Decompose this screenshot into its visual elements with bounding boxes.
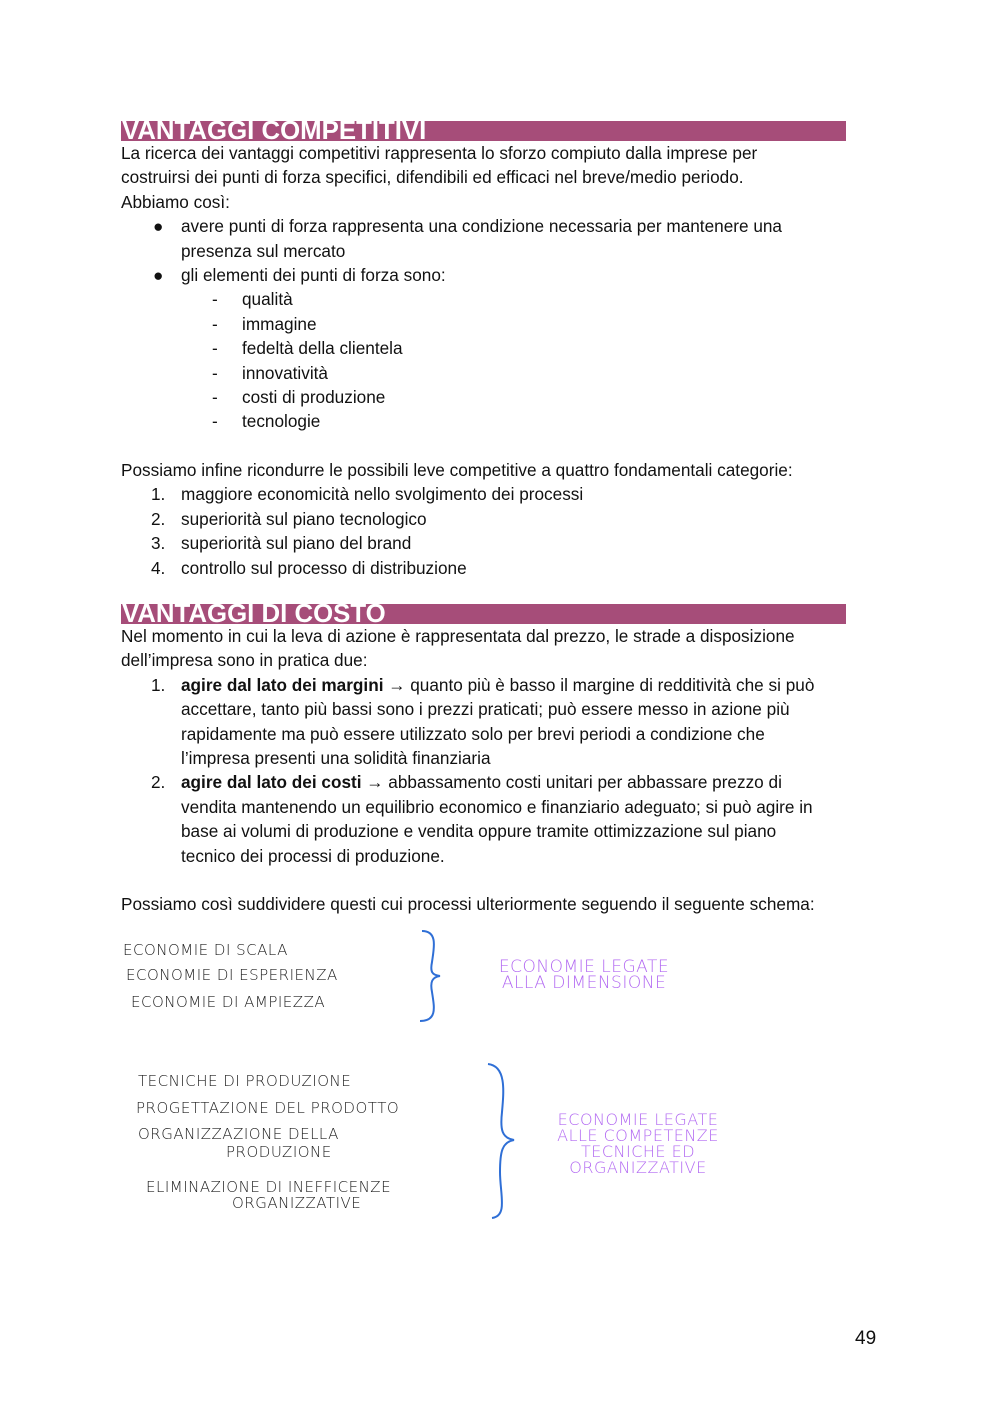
paragraph-line: Abbiamo così: [121,191,230,212]
handwritten-label: TECNICHE DI PRODUZIONE [138,1072,352,1090]
handwritten-label: ORGANIZZAZIONE DELLA [138,1125,339,1143]
list-item [121,214,861,263]
handwritten-result-line: TECNICHE ED [580,1142,696,1161]
list-item [121,287,861,311]
handwritten-result-line: ECONOMIE LEGATE [498,957,670,977]
list-item-line: avere punti di forza rappresenta una condizione necessaria per mantenere una [181,216,782,237]
list-item-text: → quanto più è basso il margine di redditività che si può [383,674,815,695]
handwritten-result [518,1112,758,1176]
numbered-list [121,482,861,580]
handwritten-label: ELIMINAZIONE DI INEFFICENZE [146,1178,392,1196]
sub-list [121,287,861,433]
list-item-line [181,770,861,794]
list-item-text: superiorità sul piano del brand [181,533,412,554]
handwritten-result [466,957,702,993]
dash-mark: - [212,411,218,432]
list-item [121,770,861,868]
paragraph-line: Possiamo così suddividere questi cui processi ulteriormente seguendo il seguente schema: [121,893,815,914]
list-item-line: l’impresa presenti una solidità finanziaria [181,747,491,768]
handwritten-result-line: ORGANIZZATIVE [569,1158,707,1177]
paragraph-line: Possiamo infine ricondurre le possibili leve competitive a quattro fondamentali categorie: [121,459,793,480]
section-title-vantaggi-competitivi: VANTAGGI COMPETITIVI [121,121,846,141]
list-item [121,263,861,287]
bold-term: agire dal lato dei margini [181,674,384,695]
list-item [121,312,861,336]
dash-mark: - [212,289,218,310]
handwritten-result-line: ECONOMIE LEGATE [557,1110,719,1129]
list-item [121,507,861,531]
dash-mark: - [212,362,218,383]
curly-brace-icon [482,1060,522,1222]
handwritten-result-line: ALLA DIMENSIONE [501,973,667,993]
list-item-text: immagine [242,313,317,334]
list-item-line [181,673,861,697]
number-mark: 4. [151,557,166,578]
list-item-line: tecnico dei processi di produzione. [181,845,445,866]
number-mark: 3. [151,533,166,554]
list-item [121,385,861,409]
numbered-list [121,673,861,868]
list-item-line: base ai volumi di produzione e vendita oppure tramite ottimizzazione sul piano [181,821,777,842]
list-item [121,556,861,580]
document-body [121,117,861,916]
handwritten-result-line: ALLE COMPETENZE [557,1126,719,1145]
bullet-mark: ● [153,265,164,286]
list-item-text: tecnologie [242,411,321,432]
dash-mark: - [212,313,218,334]
list-item-text: → abbassamento costi unitari per abbassare prezzo di [361,772,782,793]
section-title-vantaggi-di-costo: VANTAGGI DI COSTO [121,604,846,624]
number-mark: 2. [151,772,166,793]
list-item [121,531,861,555]
list-item-line: rapidamente ma può essere utilizzato solo per brevi periodi a condizione che [181,723,765,744]
handwritten-label: ORGANIZZATIVE [232,1194,362,1212]
paragraph-line: Nel momento in cui la leva di azione è rappresentata dal prezzo, le strade a disposizione [121,625,795,646]
handwritten-label: PROGETTAZIONE DEL PRODOTTO [136,1099,400,1117]
list-item-line: vendita mantenendo un equilibrio economico e finanziario adeguato; si può agire in [181,796,813,817]
list-item-text: maggiore economicità nello svolgimento dei processi [181,484,584,505]
list-item-text: superiorità sul piano tecnologico [181,508,427,529]
handwritten-label: PRODUZIONE [226,1143,332,1161]
bullet-list [121,214,861,287]
number-mark: 2. [151,508,166,529]
list-item [121,336,861,360]
bold-term: agire dal lato dei costi [181,772,362,793]
list-item-text: costi di produzione [242,387,386,408]
list-item [121,409,861,433]
list-item-text: controllo sul processo di distribuzione [181,557,467,578]
number-mark: 1. [151,674,166,695]
handwritten-label: ECONOMIE DI AMPIEZZA [131,993,326,1011]
paragraph-line: dell’impresa sono in pratica due: [121,650,368,671]
list-item-line: presenza sul mercato [181,240,346,261]
dash-mark: - [212,387,218,408]
curly-brace-icon [410,928,450,1024]
list-item-text: qualità [242,289,293,310]
page-number: 49 [855,1328,877,1349]
dash-mark: - [212,338,218,359]
list-item-line: accettare, tanto più bassi sono i prezzi praticati; può essere messo in azione più [181,699,790,720]
list-item [121,482,861,506]
list-item-line: gli elementi dei punti di forza sono: [181,265,446,286]
list-item [121,673,861,771]
list-item-text: innovatività [242,362,328,383]
bullet-mark: ● [153,216,164,237]
paragraph-line: costruirsi dei punti di forza specifici, difendibili ed efficaci nel breve/medio periodo. [121,167,744,188]
paragraph-line: La ricerca dei vantaggi competitivi rappresenta lo sforzo compiuto dalla imprese per [121,143,758,163]
list-item-text: fedeltà della clientela [242,338,403,359]
number-mark: 1. [151,484,166,505]
handwritten-label: ECONOMIE DI ESPERIENZA [126,966,338,984]
handwritten-label: ECONOMIE DI SCALA [123,941,288,959]
list-item [121,361,861,385]
